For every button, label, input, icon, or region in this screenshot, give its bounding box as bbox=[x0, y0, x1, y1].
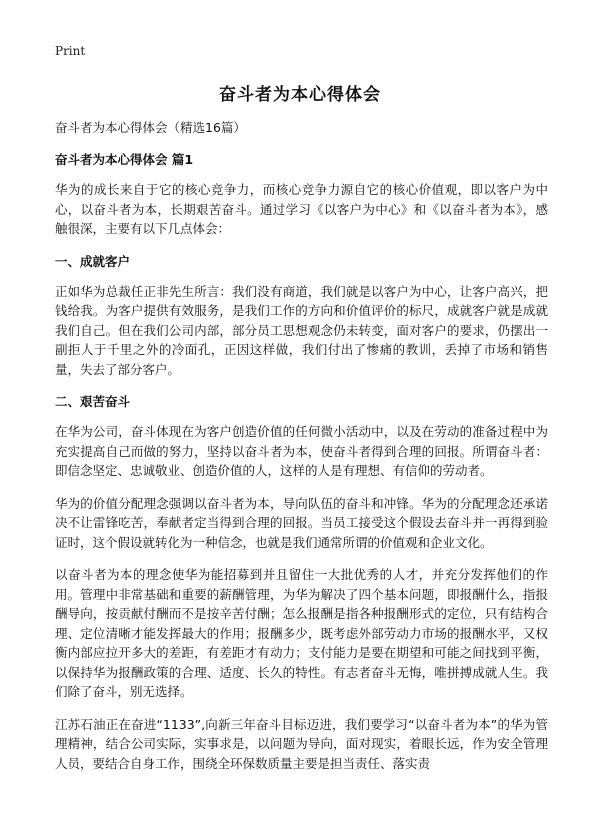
paragraph-5: 江苏石油正在奋进“1133”,向新三年奋斗目标迈进，我们要学习“以奋斗者为本”的华为管理精神，结合公司实际，实事求是，以问题为导向，面对现实，着眼长远，作为安全管理人员，要结合自身工作，围绕全环保数质量主要是担当责任、落实责 bbox=[55, 716, 548, 771]
section-heading-2: 二、艰苦奋斗 bbox=[55, 394, 131, 409]
document-title: 奋斗者为本心得体会 bbox=[219, 85, 381, 105]
paragraph-intro: 华为的成长来自于它的核心竞争力，而核心竞争力源自它的核心价值观，即以客户为中心，以奋斗者为本，长期艰苦奋斗。通过学习《以客户为中心》和《以奋斗者为本》，感触很深，主要有以下几点体会： bbox=[55, 182, 548, 236]
document-body bbox=[55, 118, 548, 786]
section-heading-1: 一、成就客户 bbox=[55, 253, 131, 269]
paragraph-3: 华为的价值分配理念强调以奋斗者为本，导向队伍的奋斗和冲锋。华为的分配理念还承诺决不让雷锋吃苦，奉献者定当得到合理的回报。当员工接受这个假设去奋斗并一再得到验证时，这个假设就转化为一种信念，也就是我们通常所谓的价值观和企业文化。 bbox=[55, 495, 548, 550]
article-heading: 奋斗者为本心得体会 篇1 bbox=[55, 152, 194, 167]
paragraph-2: 在华为公司，奋斗体现在为客户创造价值的任何微小活动中，以及在劳动的准备过程中为充实提高自己而做的努力，坚持以奋斗者为本，使奋斗者得到合理的回报。所谓奋斗者：即信念坚定、忠诚敬业、创造价值的人，这样的人是有理想、有信仰的劳动者。 bbox=[55, 424, 548, 478]
paragraph-1: 正如华为总裁任正非先生所言：我们没有商道，我们就是以客户为中心，让客户高兴，把钱给我。为客户提供有效服务，是我们工作的方向和价值评价的标尺，成就客户就是成就我们自己。但在我们公司内部，部分员工思想观念仍未转变，面对客户的要求，仍摆出一副拒人于千里之外的冷面孔，正因这样做，我们付出了惨痛的教训，丢掉了市场和销售量，失去了部分客户。 bbox=[55, 283, 548, 377]
paragraph-4: 以奋斗者为本的理念使华为能招募到并且留住一大批优秀的人才，并充分发挥他们的作用。管理中非常基础和重要的薪酬管理，为华为解决了四个基本问题，即报酬什么，指报酬导向，按贡献付酬而不是按辛苦付酬；怎么报酬是指各种报酬形式的定位，只有结构合理、定位清晰才能发挥最大的作用；报酬多少，既考虑外部劳动力市场的报酬水平，又权衡内部应拉开多大的差距，有差距才有动力；支付能力是要在期望和可能之间找到平衡，以保持华为报酬政策的合理、适度、长久的特性。有志者奋斗无悔，唯拼搏成就人生。我们除了奋斗，别无选择。 bbox=[55, 567, 548, 699]
print-label[interactable]: Print bbox=[55, 44, 86, 58]
document-subtitle: 奋斗者为本心得体会（精选16篇） bbox=[55, 120, 246, 135]
